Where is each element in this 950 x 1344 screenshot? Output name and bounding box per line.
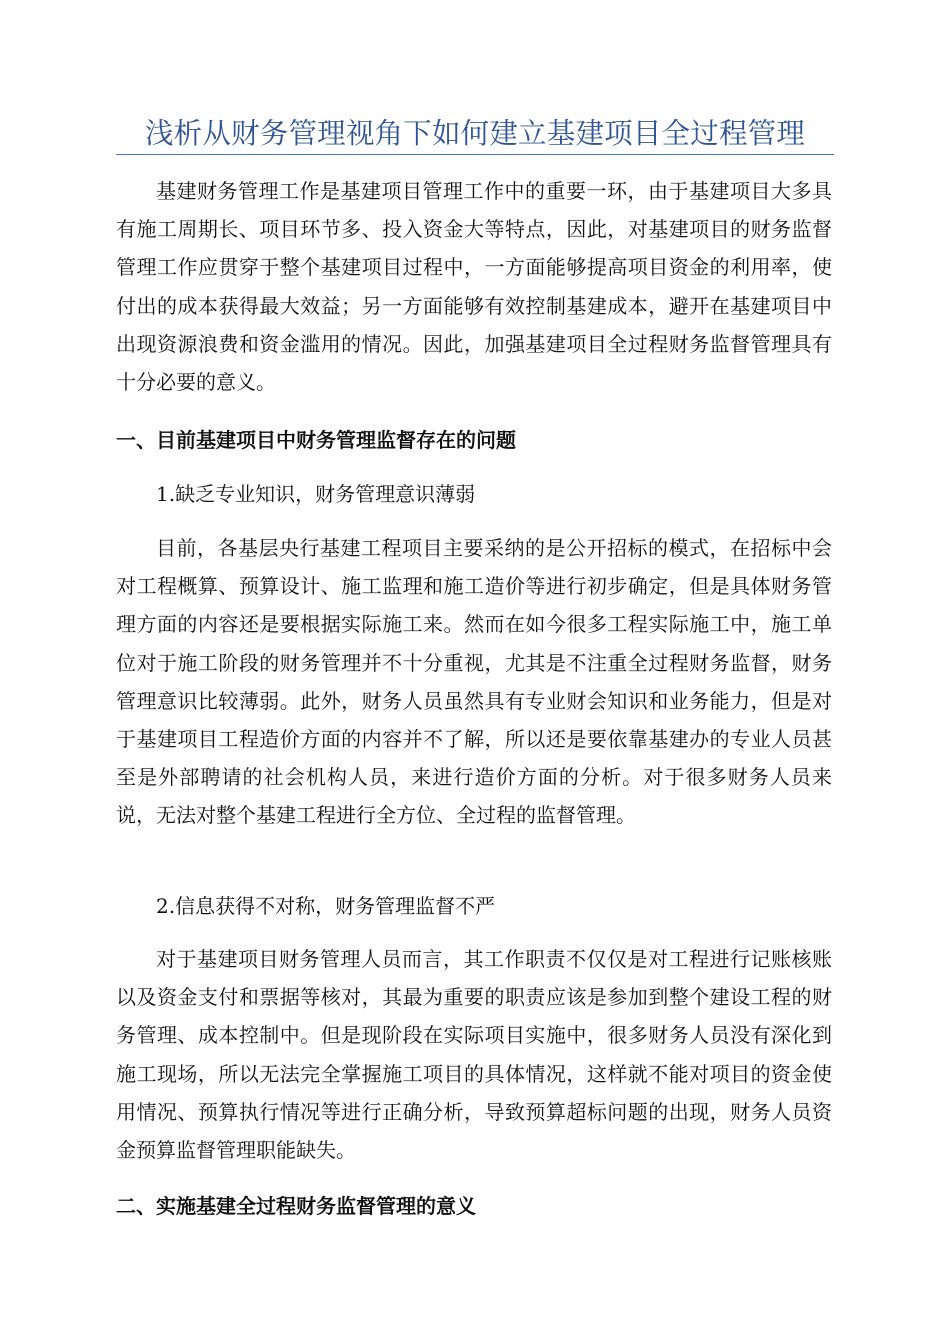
section-1-heading: 一、目前基建项目中财务管理监督存在的问题 xyxy=(116,428,516,452)
section-1-sub-2: 2.信息获得不对称，财务管理监督不严 xyxy=(156,894,496,918)
intro-paragraph: 基建财务管理工作是基建项目管理工作中的重要一环，由于基建项目大多具有施工周期长、项目环节多、投入资金大等特点，因此，对基建项目的财务监督管理工作应贯穿于整个基建项目过程中，一方面能够提高项目资金的利用率，使付出的成本获得最大效益；另一方面能够有效控制基建成本，避开在基建项目中出现资源浪费和资金滥用的情况。因此，加强基建项目全过程财务监督管理具有十分必要的意义。 xyxy=(116,179,832,395)
section-2-heading: 二、实施基建全过程财务监督管理的意义 xyxy=(116,1194,476,1218)
section-1-paragraph-1: 目前，各基层央行基建工程项目主要采纳的是公开招标的模式，在招标中会对工程概算、预算设计、施工监理和施工造价等进行初步确定，但是具体财务管理方面的内容还是要根据实际施工来。然而在如今很多工程实际施工中，施工单位对于施工阶段的财务管理并不十分重视，尤其是不注重全过程财务监督，财务管理意识比较薄弱。此外，财务人员虽然具有专业财会知识和业务能力，但是对于基建项目工程造价方面的内容并不了解，所以还是要依靠基建办的专业人员甚至是外部聘请的社会机构人员，来进行造价方面的分析。对于很多财务人员来说，无法对整个基建工程进行全方位、全过程的监督管理。 xyxy=(116,536,832,828)
title-underline xyxy=(116,154,834,155)
document-title: 浅析从财务管理视角下如何建立基建项目全过程管理 xyxy=(144,117,806,150)
section-1-paragraph-2: 对于基建项目财务管理人员而言，其工作职责不仅仅是对工程进行记账核账以及资金支付和票据等核对，其最为重要的职责应该是参加到整个建设工程的财务管理、成本控制中。但是现阶段在实际项目实施中，很多财务人员没有深化到施工现场，所以无法完全掌握施工项目的具体情况，这样就不能对项目的资金使用情况、预算执行情况等进行正确分析，导致预算超标问题的出现，财务人员资金预算监督管理职能缺失。 xyxy=(116,947,832,1163)
section-1-sub-1: 1.缺乏专业知识，财务管理意识薄弱 xyxy=(156,482,476,506)
